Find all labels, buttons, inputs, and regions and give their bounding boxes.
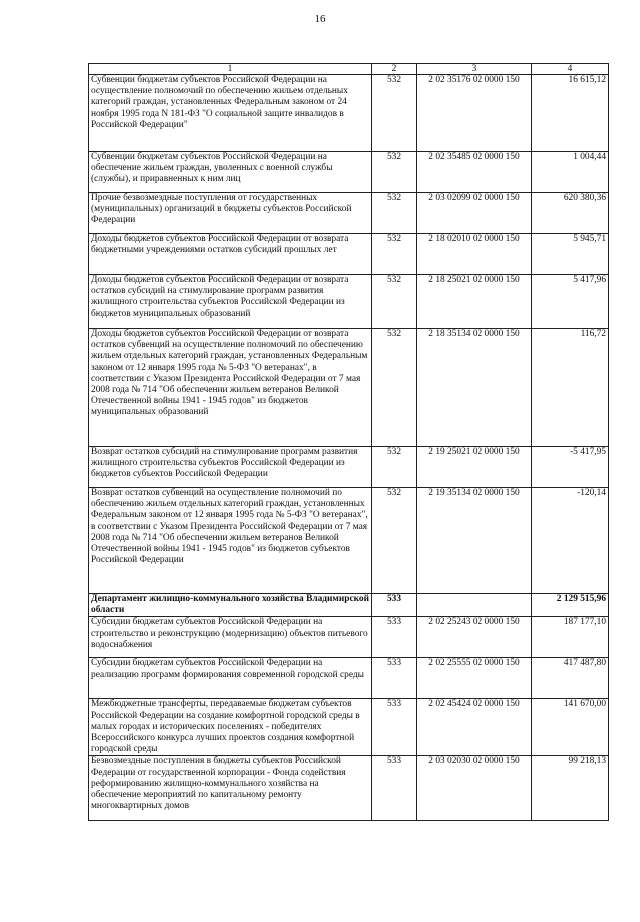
row-description: Прочие безвозмездные поступления от государственных (муниципальных) организаций в бюджеты субъектов Российской Федерации (89, 193, 372, 234)
row-classification-code: 2 18 02010 02 0000 150 (417, 234, 532, 275)
row-admin-code: 532 (372, 152, 417, 193)
row-description: Доходы бюджетов субъектов Российской Федерации от возврата остатков субвенций на осуществление полномочий по обеспечению жильем отдельных категорий граждан, установленных Федеральным законом от 12 января 1995 года № 5-ФЗ "О ветеранах", в соответствии с Указом Президента Российской Федерации от 7 мая 2008 года № 714 "Об обеспечении жильем ветеранов Великой Отечественной войны 1941 - 1945 годов" из бюджетов муниципальных образований (89, 329, 372, 447)
column-header-4: 4 (532, 64, 609, 75)
row-classification-code (417, 594, 532, 617)
row-amount: 116,72 (532, 329, 609, 447)
table-row (89, 756, 609, 821)
row-admin-code: 533 (372, 756, 417, 821)
row-amount: 16 615,12 (532, 75, 609, 152)
row-classification-code: 2 02 35176 02 0000 150 (417, 75, 532, 152)
table-row (89, 234, 609, 275)
table-row (89, 594, 609, 617)
row-amount: 187 177,10 (532, 617, 609, 658)
table-body (89, 75, 609, 821)
row-classification-code: 2 18 25021 02 0000 150 (417, 275, 532, 329)
table-row (89, 447, 609, 488)
row-classification-code: 2 19 25021 02 0000 150 (417, 447, 532, 488)
column-header-row (89, 64, 609, 75)
row-description: Межбюджетные трансферты, передаваемые бюджетам субъектов Российской Федерации на создание комфортной городской среды в малых городах и исторических поселениях - победителях Всероссийского конкурса лучших проектов создания комфортной городской среды (89, 699, 372, 756)
row-admin-code: 532 (372, 275, 417, 329)
table-row (89, 617, 609, 658)
row-amount: 99 218,13 (532, 756, 609, 821)
row-description: Возврат остатков субвенций на осуществление полномочий по обеспечению жильем отдельных категорий граждан, установленных Федеральным законом от 12 января 1995 года № 5-ФЗ "О ветеранах", в соответствии с Указом Президента Российской Федерации от 7 мая 2008 года № 714 "Об обеспечении жильем ветеранов Великой Отечественной войны 1941 - 1945 годов" из бюджетов субъектов Российской Федерации (89, 488, 372, 594)
row-admin-code: 532 (372, 447, 417, 488)
row-description: Субсидии бюджетам субъектов Российской Федерации на реализацию программ формирования современной городской среды (89, 658, 372, 699)
row-admin-code: 532 (372, 193, 417, 234)
row-classification-code: 2 19 35134 02 0000 150 (417, 488, 532, 594)
row-amount: 417 487,80 (532, 658, 609, 699)
page-number: 16 (314, 13, 326, 25)
table-row (89, 699, 609, 756)
row-admin-code: 533 (372, 658, 417, 699)
row-amount: -120,14 (532, 488, 609, 594)
table-row (89, 152, 609, 193)
row-description: Департамент жилищно-коммунального хозяйства Владимирской области (89, 594, 372, 617)
row-admin-code: 533 (372, 617, 417, 658)
row-classification-code: 2 02 45424 02 0000 150 (417, 699, 532, 756)
column-header-2: 2 (372, 64, 417, 75)
row-classification-code: 2 03 02030 02 0000 150 (417, 756, 532, 821)
table-row (89, 75, 609, 152)
row-description: Субсидии бюджетам субъектов Российской Федерации на строительство и реконструкцию (модернизацию) объектов питьевого водоснабжения (89, 617, 372, 658)
row-description: Доходы бюджетов субъектов Российской Федерации от возврата остатков субсидий на стимулирование программ развития жилищного строительства субъектов Российской Федерации из бюджетов муниципальных образований (89, 275, 372, 329)
table-row (89, 275, 609, 329)
row-description: Безвозмездные поступления в бюджеты субъектов Российской Федерации от государственной корпорации - Фонда содействия реформированию жилищно-коммунального хозяйства на обеспечение мероприятий по капитальному ремонту многоквартирных домов (89, 756, 372, 821)
row-amount: 5 417,96 (532, 275, 609, 329)
column-header-3: 3 (417, 64, 532, 75)
row-description: Доходы бюджетов субъектов Российской Федерации от возврата бюджетными учреждениями остатков субсидий прошлых лет (89, 234, 372, 275)
row-description: Субвенции бюджетам субъектов Российской Федерации на осуществление полномочий по обеспечению жильем отдельных категорий граждан, установленных Федеральным законом от 24 ноября 1995 года N 181-ФЗ "О социальной защите инвалидов в Российской Федерации" (89, 75, 372, 152)
row-admin-code: 533 (372, 699, 417, 756)
row-amount: 2 129 515,96 (532, 594, 609, 617)
row-description: Возврат остатков субсидий на стимулирование программ развития жилищного строительства субъектов Российской Федерации из бюджетов субъектов Российской Федерации (89, 447, 372, 488)
row-admin-code: 532 (372, 234, 417, 275)
row-admin-code: 533 (372, 594, 417, 617)
row-classification-code: 2 02 25243 02 0000 150 (417, 617, 532, 658)
row-classification-code: 2 03 02099 02 0000 150 (417, 193, 532, 234)
row-amount: 1 004,44 (532, 152, 609, 193)
row-classification-code: 2 02 25555 02 0000 150 (417, 658, 532, 699)
table-row (89, 658, 609, 699)
revenue-table (88, 63, 609, 821)
row-amount: -5 417,95 (532, 447, 609, 488)
row-classification-code: 2 18 35134 02 0000 150 (417, 329, 532, 447)
row-admin-code: 532 (372, 329, 417, 447)
row-admin-code: 532 (372, 75, 417, 152)
table-row (89, 488, 609, 594)
row-amount: 141 670,00 (532, 699, 609, 756)
row-amount: 620 380,36 (532, 193, 609, 234)
row-amount: 5 945,71 (532, 234, 609, 275)
table-row (89, 329, 609, 447)
column-header-1: 1 (89, 64, 372, 75)
row-description: Субвенции бюджетам субъектов Российской Федерации на обеспечение жильем граждан, уволенных с военной службы (службы), и приравненных к ним лиц (89, 152, 372, 193)
row-admin-code: 532 (372, 488, 417, 594)
row-classification-code: 2 02 35485 02 0000 150 (417, 152, 532, 193)
table-row (89, 193, 609, 234)
